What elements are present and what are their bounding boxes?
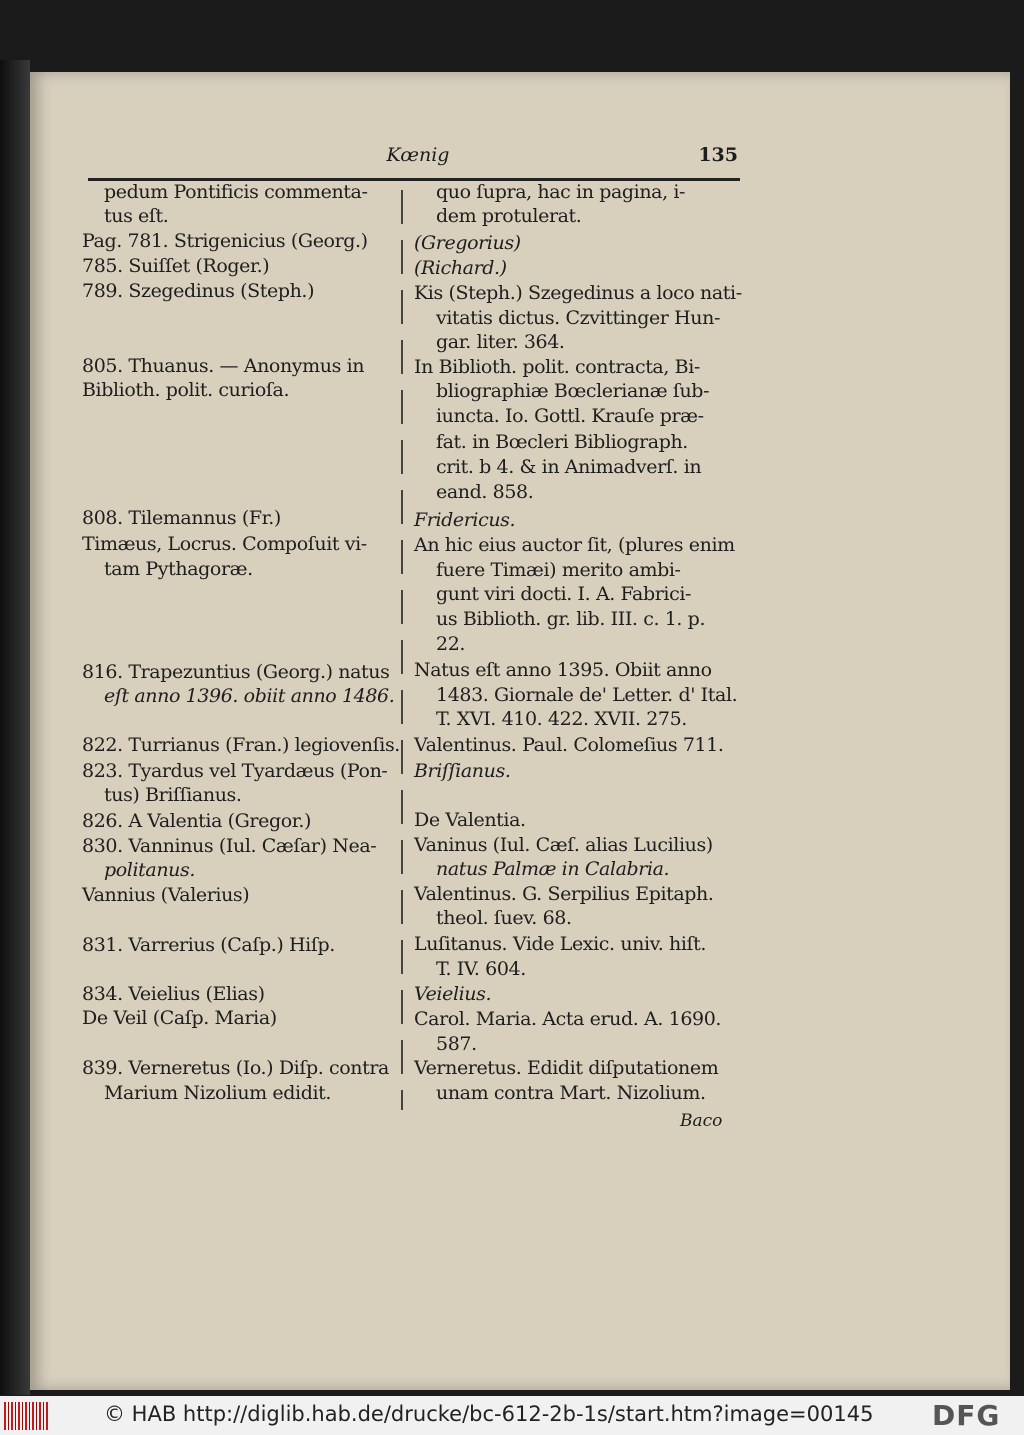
left-line: De Veil (Caſp. Maria)	[82, 1007, 277, 1029]
right-line: iuncta. Io. Gottl. Krauſe præ-	[436, 405, 704, 427]
left-line: Pag. 781. Strigenicius (Georg.)	[82, 230, 368, 252]
right-line: crit. b 4. & in Animadverſ. in	[436, 456, 702, 478]
left-line: Marium Nizolium edidit.	[104, 1082, 332, 1104]
left-line: 816. Trapezuntius (Georg.) natus	[82, 661, 390, 683]
right-line: gunt viri docti. I. A. Fabrici-	[436, 583, 692, 605]
right-line: Luſitanus. Vide Lexic. univ. hiſt.	[414, 933, 707, 955]
right-line: Carol. Maria. Acta erud. A. 1690.	[414, 1008, 722, 1030]
left-line: politanus.	[104, 859, 195, 881]
right-line: T. XVI. 410. 422. XVII. 275.	[436, 708, 687, 730]
page-header	[88, 144, 740, 181]
left-line: Biblioth. polit. curioſa.	[82, 379, 290, 401]
right-line: bliographiæ Bœclerianæ ſub-	[436, 380, 710, 402]
right-line: Briſſianus.	[414, 760, 511, 782]
right-line: Kis (Steph.) Szegedinus a loco nati-	[414, 282, 742, 304]
right-line: theol. ſuev. 68.	[436, 907, 572, 929]
right-line: 1483. Giornale de' Letter. d' Ital.	[436, 684, 738, 706]
right-line: vitatis dictus. Czvittinger Hun-	[436, 307, 720, 329]
right-line: natus Palmæ in Calabria.	[436, 858, 670, 880]
book-spine	[0, 60, 30, 1395]
dfg-logo: DFG	[932, 1399, 1001, 1432]
page-number: 135	[698, 144, 738, 166]
right-line: Natus eſt anno 1395. Obiit anno	[414, 659, 712, 681]
left-line: tus eſt.	[104, 205, 169, 227]
left-line: 789. Szegedinus (Steph.)	[82, 280, 315, 302]
right-line: quo ſupra, hac in pagina, i-	[436, 181, 686, 203]
left-line: pedum Pontificis commenta-	[104, 181, 368, 203]
left-line: 808. Tilemannus (Fr.)	[82, 507, 281, 529]
right-line: Verneretus. Edidit diſputationem	[414, 1057, 719, 1079]
left-line: tus) Briſſianus.	[104, 784, 242, 806]
column-divider	[401, 190, 403, 1110]
right-line: 587.	[436, 1033, 477, 1055]
right-line: fat. in Bœcleri Bibliograph.	[436, 431, 688, 453]
right-line: dem protulerat.	[436, 205, 582, 227]
left-line: 805. Thuanus. — Anonymus in	[82, 355, 365, 377]
right-line: 22.	[436, 633, 466, 655]
catchword: Baco	[680, 1111, 723, 1131]
right-line: (Gregorius)	[414, 232, 521, 254]
viewer-footer	[0, 1396, 1024, 1435]
right-line: An hic eius auctor ſit, (plures enim	[414, 534, 735, 556]
left-line: eſt anno 1396. obiit anno 1486.	[104, 685, 395, 707]
left-line: 831. Varrerius (Caſp.) Hiſp.	[82, 934, 335, 956]
left-line: 826. A Valentia (Gregor.)	[82, 810, 312, 832]
right-line: Valentinus. Paul. Colomeſius 711.	[414, 734, 724, 756]
left-line: 822. Turrianus (Fran.) legiovenſis.	[82, 734, 400, 756]
right-line: Veielius.	[414, 983, 492, 1005]
right-line: gar. liter. 364.	[436, 331, 565, 353]
left-line: 839. Verneretus (Io.) Diſp. contra	[82, 1057, 389, 1079]
left-line: 823. Tyardus vel Tyardæus (Pon-	[82, 760, 388, 782]
left-line: Vannius (Valerius)	[82, 884, 250, 906]
right-line: us Biblioth. gr. lib. III. c. 1. p.	[436, 608, 706, 630]
left-line: 785. Suiſſet (Roger.)	[82, 255, 270, 277]
right-line: In Biblioth. polit. contracta, Bi-	[414, 356, 700, 378]
right-line: (Richard.)	[414, 257, 507, 279]
right-line: De Valentia.	[414, 809, 526, 831]
left-line: 830. Vanninus (Iul. Cæſar) Nea-	[82, 835, 377, 857]
right-line: T. IV. 604.	[436, 958, 526, 980]
right-line: Valentinus. G. Serpilius Epitaph.	[414, 883, 714, 905]
right-line: eand. 858.	[436, 481, 534, 503]
right-line: Vaninus (Iul. Cæſ. alias Lucilius)	[414, 834, 713, 856]
right-line: unam contra Mart. Nizolium.	[436, 1082, 706, 1104]
left-line: 834. Veielius (Elias)	[82, 983, 265, 1005]
left-line: tam Pythagoræ.	[104, 558, 253, 580]
barcode-icon	[4, 1402, 48, 1430]
running-head: Kœnig	[386, 144, 450, 166]
right-line: Fridericus.	[414, 509, 516, 531]
left-line: Timæus, Locrus. Compoſuit vi-	[82, 533, 367, 555]
copyright-link[interactable]: © HAB http://diglib.hab.de/drucke/bc-612-2b-1s/start.htm?image=00145	[104, 1402, 874, 1426]
right-line: fuere Timæi) merito ambi-	[436, 559, 681, 581]
